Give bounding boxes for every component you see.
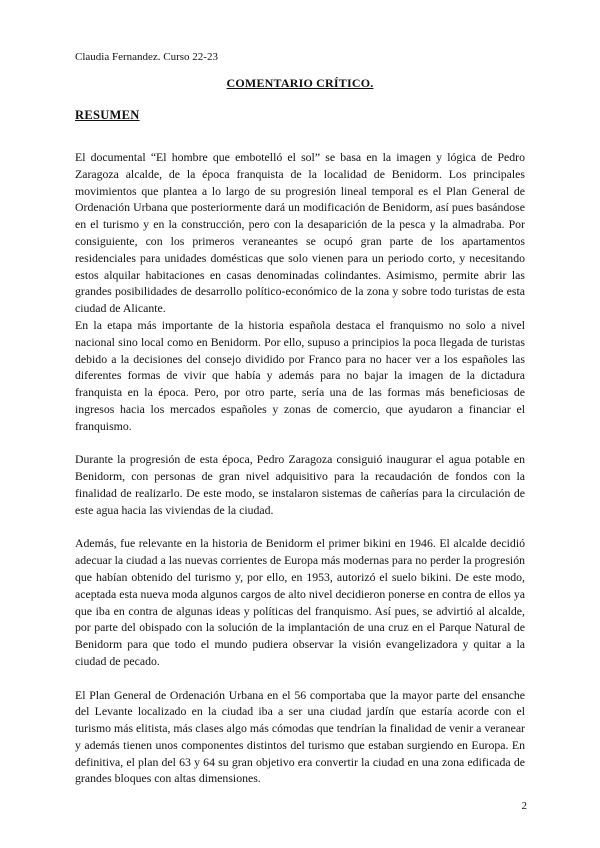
page-number: 2 [521,800,527,812]
paragraph-bikini: Además, fue relevante en la historia de Benidorm el primer bikini en 1946. El alcalde decidió adecuar la ciudad a las nuevas corrientes de Europa más modernas para no perder la progresión que habían obtenido del turismo y, por ello, en 1953, autorizó el suelo bikini. De este modo, aceptada esta nueva moda algunos cargos de alto nivel decidieron ponerse en contra de ellos ya que iba en contra de algunas ideas y políticas del franquismo. Así pues, se advirtió al alcalde, por parte del obispado con la solución de la implantación de una cruz en el Parque Natural de Benidorm para que todo el mundo pudiera observar la visión evangelizadora y quitar a la ciudad de pecado. [75,536,525,668]
document-title: COMENTARIO CRÍTICO. [226,76,374,90]
author-course-header: Claudia Fernandez. Curso 22-23 [75,51,218,63]
paragraph-agua-potable: Durante la progresión de esta época, Pedro Zaragoza consiguió inaugurar el agua potable en Benidorm, con personas de gran nivel adquisitivo para la recaudación de fondos con la finalidad de realizarlo. De este modo, se instalaron sistemas de cañerías para la circulación de este agua hacia las viviendas de la ciudad. [75,452,525,517]
section-heading-resumen: RESUMEN [75,108,140,122]
paragraph-intro: El documental “El hombre que embotelló el sol” se basa en la imagen y lógica de Pedro Zaragoza alcalde, de la época franquista de la localidad de Benidorm. Los principales movimientos que plantea a lo largo de su progresión lineal temporal es el Plan General de Ordenación Urbana que posteriormente dará un modificación de Benidorm, así pues basándose en el turismo y en la construcción, pero con la desaparición de la pesca y la almadraba. Por consiguiente, con los primeros veraneantes se ocupó gran parte de los apartamentos residenciales para unidades domésticas que solo vienen para un periodo corto, y necesitando estos alquilar habitaciones en casas denominadas colindantes. Asimismo, permite abrir las grandes posibilidades de desarrollo político-económico de la zona y sobre todo turistas de esta ciudad de Alicante. [75,150,525,316]
document-body [75,149,525,787]
paragraph-franquismo: En la etapa más importante de la historia española destaca el franquismo no solo a nivel nacional sino local como en Benidorm. Por ello, supuso a principios la poca llegada de turistas debido a la decisiones del consejo dividido por Franco para no hacer ver a los españoles las diferentes formas de vivir que había y además para no bajar la imagen de la dictadura franquista en la época. Pero, por otro parte, sería una de las formas más beneficiosas de ingresos hacia los mercados españoles y zonas de comercio, que ayudaron a financiar el franquismo. [75,317,525,433]
paragraph-plan-general: El Plan General de Ordenación Urbana en el 56 comportaba que la mayor parte del ensanche del Levante localizado en la ciudad iba a ser una ciudad jardín que estaría acorde con el turismo más elitista, más clases algo más cómodas que tendrían la finalidad de venir a veranear y además tienen unos componentes distintos del turismo que estaban surgiendo en Europa. En definitiva, el plan del 63 y 64 su gran objetivo era convertir la ciudad en una zona edificada de grandes bloques con altas dimensiones. [75,687,525,786]
